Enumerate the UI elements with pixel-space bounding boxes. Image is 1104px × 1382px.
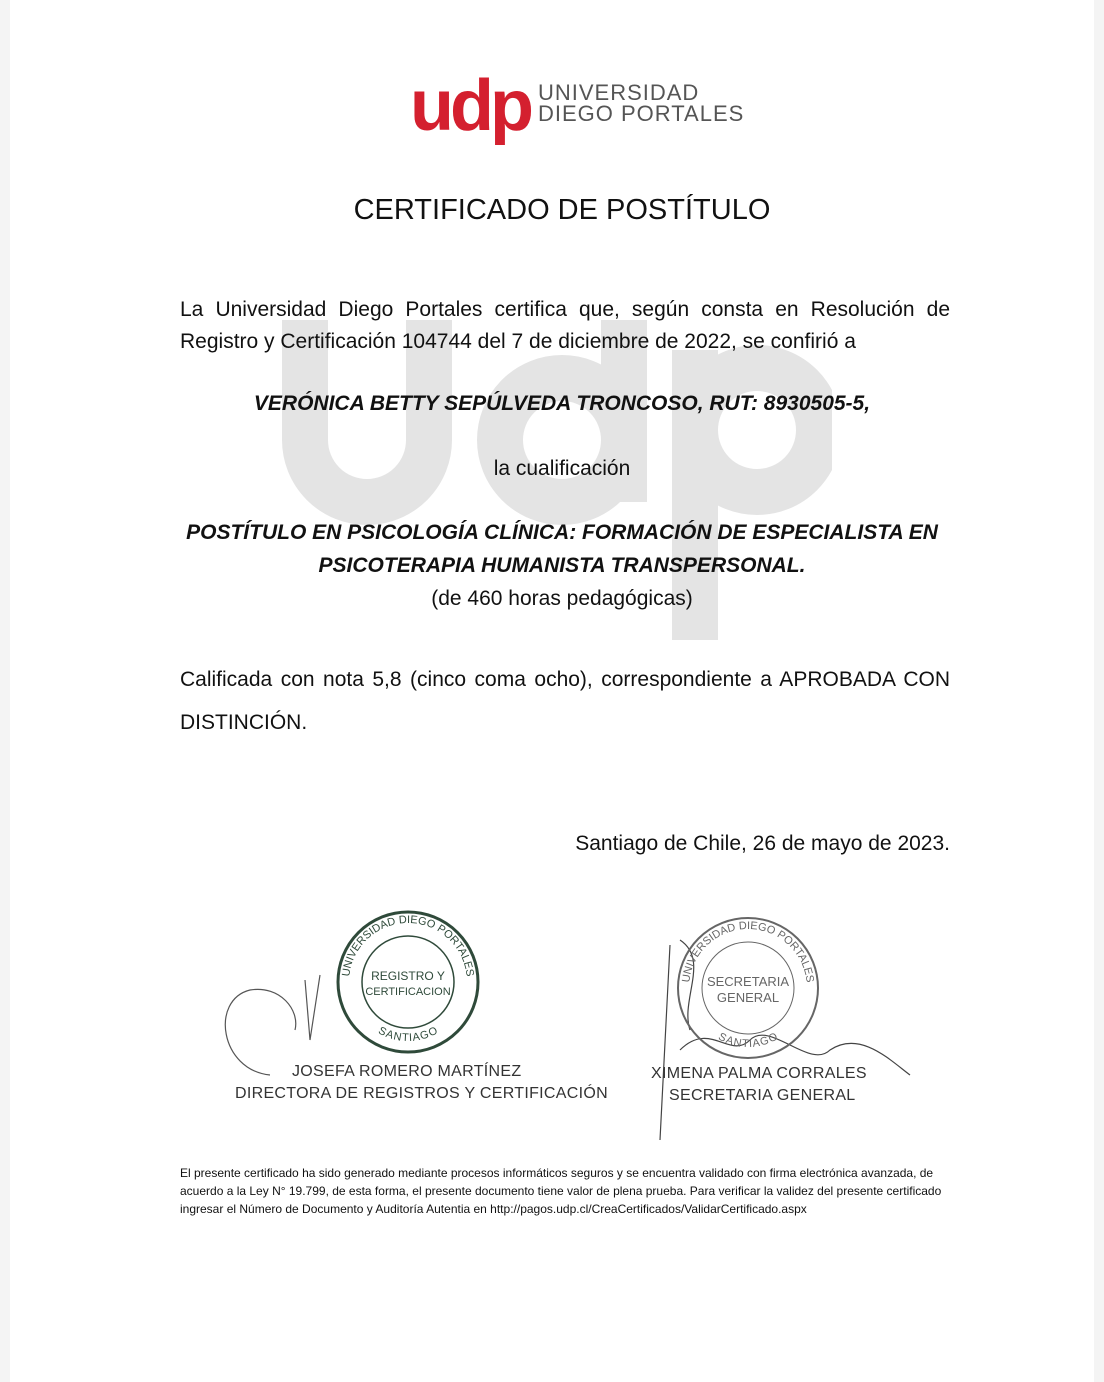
udp-logo (410, 66, 745, 146)
certificate-page (10, 0, 1094, 1382)
signer-2-role: SECRETARIA GENERAL (669, 1087, 856, 1104)
signer-1-name: JOSEFA ROMERO MARTÍNEZ (292, 1063, 522, 1080)
logo-name (538, 82, 744, 124)
program-line-2: PSICOTERAPIA HUMANISTA TRANSPERSONAL. (318, 554, 806, 577)
signer-2-name: XIMENA PALMA CORRALES (651, 1065, 867, 1082)
qualification-label: la cualificación (493, 457, 631, 480)
certificate-title: CERTIFICADO DE POSTÍTULO (353, 194, 771, 226)
validation-footer: El presente certificado ha sido generado mediante procesos informáticos seguros y se encuentra validado con firma electrónica avanzada, de acuerdo a la Ley N° 19.799, de esta forma, el presente documento tiene valor de plena prueba. Para verificar la validez del presente certificado ingresar el Número de Documento y Auditoría Autentia en http://pagos.udp.cl/CreaCertificados/ValidarCertificado.aspx (180, 1166, 942, 1216)
program-line-1: POSTÍTULO EN PSICOLOGÍA CLÍNICA: FORMACIÓN DE ESPECIALISTA EN (186, 521, 938, 544)
stamp2-top: UNIVERSIDAD DIEGO PORTALES (680, 919, 816, 984)
stamp1-bottom: SANTIAGO (376, 1024, 440, 1045)
stamp2-bottom: SANTIAGO (716, 1030, 780, 1051)
place-date: Santiago de Chile, 26 de mayo de 2023. (575, 832, 950, 855)
signatures-stamps (210, 900, 930, 1150)
grade-text: Calificada con nota 5,8 (cinco coma ocho), correspondiente a APROBADA CON DISTINCIÓN. (180, 668, 950, 734)
program-hours: (de 460 horas pedagógicas) (431, 587, 693, 610)
signature-2 (660, 940, 910, 1140)
recipient-name: VERÓNICA BETTY SEPÚLVEDA TRONCOSO, RUT: 8930505-5, (253, 392, 871, 415)
logo-line2: DIEGO PORTALES (537, 101, 745, 126)
stamp1-top: UNIVERSIDAD DIEGO PORTALES (340, 913, 476, 978)
logo-line1: UNIVERSIDAD (537, 80, 700, 105)
stamp2-center2: GENERAL (716, 990, 780, 1005)
signer-1-role: DIRECTORA DE REGISTROS Y CERTIFICACIÓN (235, 1085, 608, 1102)
stamp1-center1: REGISTRO Y (371, 969, 445, 983)
intro-text: La Universidad Diego Portales certifica que, según consta en Resolución de Registro y Certificación 104744 del 7 de diciembre de 2022, se confirió a (180, 298, 950, 353)
stamp1-center2: CERTIFICACION (365, 986, 451, 998)
signature-1 (225, 975, 320, 1075)
stamp2-center1: SECRETARIA (706, 974, 790, 989)
logo-mark: udp (410, 66, 530, 146)
svg-text:UNIVERSIDAD DIEGO PORTALES (340, 914, 476, 977)
